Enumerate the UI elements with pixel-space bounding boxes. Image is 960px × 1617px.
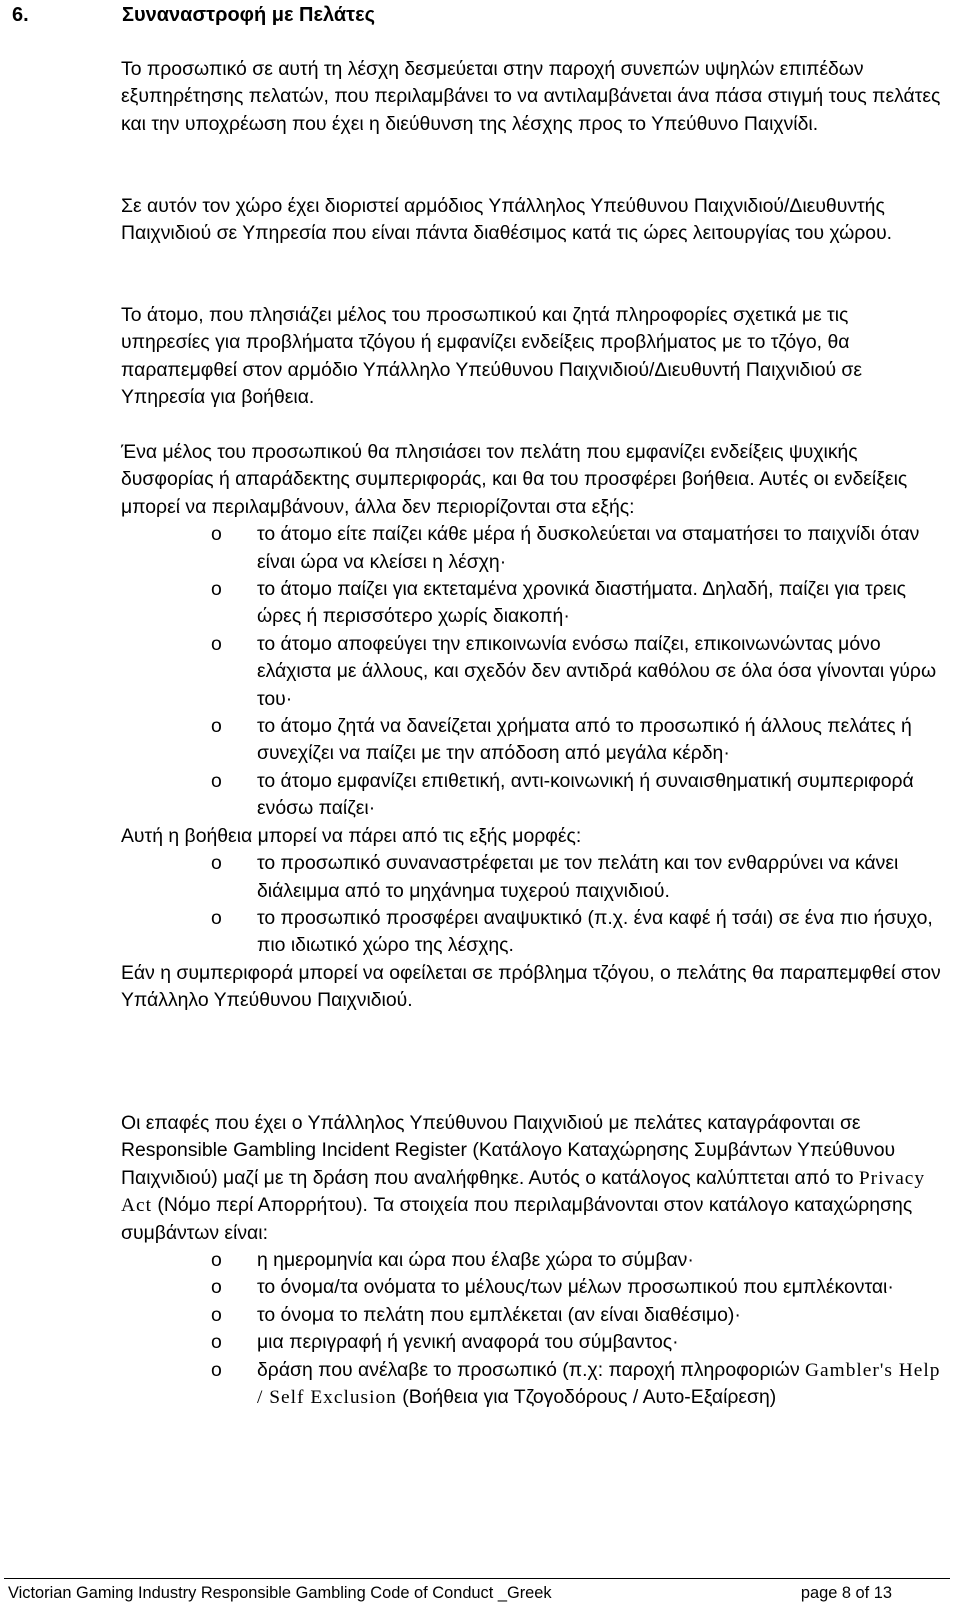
list-item: o το όνομα/τα ονόματα το μέλους/των μέλων προσωπικού που εμπλέκονται· [121,1274,941,1301]
bullet-marker: o [211,1249,222,1272]
footer-document-title: Victorian Gaming Industry Responsible Gambling Code of Conduct _Greek [8,1584,552,1602]
list-item: o το άτομο είτε παίζει κάθε μέρα ή δυσκολεύεται να σταματήσει το παιχνίδι όταν είναι ώρα να κλείσει η λέσχη· [211,523,920,573]
register-section [121,1110,941,1411]
section-heading [12,0,375,30]
list-item: o το άτομο εμφανίζει επιθετική, αντι-κοινωνική ή συναισθηματική συμπεριφορά ενόσω παίζει· [211,769,914,820]
bullet-marker: o [211,769,222,792]
bullet-marker: o [211,1303,222,1326]
paragraph-commitment: Το προσωπικό σε αυτή τη λέσχη δεσμεύεται στην παροχή συνεπών υψηλών επιπέδων εξυπηρέτησης πελατών, που περιλαμβάνει το να αντιλαμβάνεται άνα πάσα στιγμή τους πελάτες και την υποχρέωση που έχει η διεύθυνση της λέσχης προς το Υπεύθυνο Παιχνίδι. [121,58,941,135]
paragraph-officer: Σε αυτόν τον χώρο έχει διοριστεί αρμόδιος Υπάλληλος Υπεύθυνου Παιχνιδιού/Διευθυντής Παιχνιδιού σε Υπηρεσία που είναι πάντα διαθέσιμος κατά τις ώρες λειτουργίας του χώρου. [121,195,893,245]
bullet-marker: o [211,852,222,875]
register-list [121,1247,941,1411]
paragraph-distress-signs: Ένα μέλος του προσωπικού θα πλησιάσει τον πελάτη που εμφανίζει ενδείξεις ψυχικής δυσφορίας ή απαράδεκτης συμπεριφοράς, και θα του προσφέρει βοήθεια. Αυτές οι ενδείξεις μπορεί να περιλαμβάνουν, άλλα δεν περιορίζονται στα εξής: [121,441,908,518]
list-item: o η ημερομηνία και ώρα που έλαβε χώρα το σύμβαν· [121,1247,941,1274]
list-item: o το προσωπικό προσφέρει αναψυκτικό (π.χ. ένα καφέ ή τσάι) σε ένα πιο ήσυχο, πιο ιδιωτικό χώρο της λέσχης. [211,906,933,957]
bullet-marker: o [211,906,222,929]
bullet-marker: o [211,578,222,601]
paragraph-referral: Το άτομο, που πλησιάζει μέλος του προσωπικού και ζητά πληροφορίες σχετικά με τις υπηρεσίες για προβλήματα τζόγου ή εμφανίζει ενδείξεις προβλήματος με το τζόγο, θα παραπεμφθεί στον αρμόδιο Υπάλληλο Υπεύθυνου Παιχνιδιού/Διευθυντή Παιχνιδιού σε Υπηρεσία για βοήθεια. [121,304,863,409]
intro-paragraph [121,56,941,138]
list-item: o το άτομο ζητά να δανείζεται χρήματα από το προσωπικό ή άλλους πελάτες ή συνεχίζει να παίζει με την απόδοση από μεγάλα κέρδη· [211,715,912,765]
officer-paragraph-block [121,193,941,248]
list-item: o το άτομο αποφεύγει την επικοινωνία ενόσω παίζει, επικοινωνώντας μόνο ελάχιστα με άλλους, και σχεδόν δεν αντιδρά καθόλου σε όλα όσα γίνονται γύρω του· [211,632,937,710]
list-item: o το άτομο παίζει για εκτεταμένα χρονικά διαστήματα. Δηλαδή, παίζει για τρεις ώρες ή περισσότερο χωρίς διακοπή· [211,578,906,628]
section-number: 6. [12,4,29,26]
referral-paragraph-block [121,302,941,412]
list-item: o δράση που ανέλαβε το προσωπικό (π.χ: παροχή πληροφοριών Gambler's Help / Self Exclusion (Βοήθεια για Τζογοδόρους / Αυτο-Εξαίρεση) [211,1358,941,1409]
privacy-act-term: Privacy Act [121,1167,926,1217]
list-item: o μια περιγραφή ή γενική αναφορά του σύμβαντος· [121,1329,941,1356]
list-item: o το προσωπικό συναναστρέφεται με τον πελάτη και τον ενθαρρύνει να κάνει διάλειμμα από το μηχάνημα τυχερού παιχνιδιού. [211,852,899,902]
bullet-marker: o [211,523,222,546]
bullet-marker: o [211,715,222,738]
gamblers-help-term: Gambler's Help / Self Exclusion [257,1359,941,1409]
bullet-marker: o [211,632,222,655]
section-title: Συναναστροφή με Πελάτες [122,4,375,26]
signs-list [121,521,941,822]
footer-divider [4,1578,950,1579]
footer-page-number: page 8 of 13 [800,1584,892,1602]
list-item: o το όνομα το πελάτη που εμπλέκεται (αν είναι διαθέσιμο)· [121,1302,941,1329]
bullet-marker: o [211,1331,222,1354]
paragraph-register: Οι επαφές που έχει ο Υπάλληλος Υπεύθυνου Παιχνιδιού με πελάτες καταγράφονται σε Responsible Gambling Incident Register (Κατάλογο Καταχώρησης Συμβάντων Υπεύθυνου Παιχνιδιού) μαζί με τη δράση που αναλήφθηκε. Αυτός ο κατάλογος καλύπτεται από το Privacy Act (Νόμο περί Απορρήτου). Τα στοιχεία που περιλαμβάνονται στον κατάλογο καταχώρησης συμβάντων είναι: [121,1112,926,1244]
paragraph-problem-referral: Εάν η συμπεριφορά μπορεί να οφείλεται σε πρόβλημα τζόγου, ο πελάτης θα παραπεμφθεί στον Υπάλληλο Υπεύθυνου Παιχνιδιού. [121,961,941,1012]
help-list [121,850,941,960]
bullet-marker: o [211,1358,222,1381]
signs-section [121,439,941,1015]
bullet-marker: o [211,1276,222,1299]
paragraph-help-forms: Αυτή η βοήθεια μπορεί να πάρει από τις εξής μορφές: [121,824,582,847]
page-footer [8,1582,892,1604]
